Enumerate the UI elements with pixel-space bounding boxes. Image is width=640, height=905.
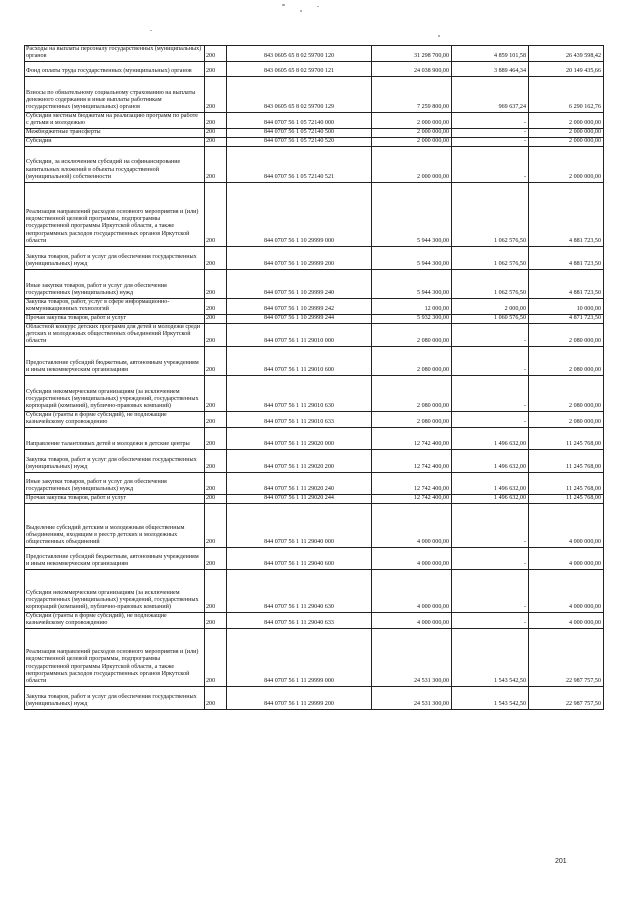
- row-classification-code: 843 0605 65 8 02 59700 129: [227, 77, 372, 113]
- row-name: Закупка товаров, работ и услуг для обеспечения государственных (муниципальных) нужд: [25, 450, 205, 473]
- row-executed-amount: 1 543 542,50: [452, 629, 529, 687]
- row-classification-code: 844 0707 56 1 11 29010 600: [227, 347, 372, 376]
- row-unexecuted-amount: 4 871 723,50: [529, 314, 604, 323]
- row-executed-amount: -: [452, 547, 529, 569]
- row-admin-code: 200: [205, 428, 227, 450]
- row-name: Закупка товаров, работ и услуг для обеспечения государственных (муниципальных) нужд: [25, 246, 205, 269]
- row-approved-amount: 4 000 000,00: [372, 569, 452, 612]
- row-unexecuted-amount: 4 881 723,50: [529, 269, 604, 298]
- row-executed-amount: 3 889 464,34: [452, 62, 529, 77]
- row-unexecuted-amount: 4 881 723,50: [529, 182, 604, 246]
- row-executed-amount: -: [452, 503, 529, 547]
- row-executed-amount: -: [452, 146, 529, 182]
- row-classification-code: 843 0605 65 8 02 59700 120: [227, 46, 372, 62]
- row-name: Субсидии (гранты в форме субсидий), не подлежащие казначейскому сопровождению: [25, 612, 205, 628]
- table-row: [25, 547, 604, 569]
- row-unexecuted-amount: 20 149 435,66: [529, 62, 604, 77]
- row-name: Выделение субсидий детским и молодежным общественным объединениям, входящим в реестр детских и молодежных общественных объединений: [25, 503, 205, 547]
- row-admin-code: 200: [205, 129, 227, 138]
- row-classification-code: 844 0707 56 1 10 29999 240: [227, 269, 372, 298]
- scan-speck: [317, 6, 319, 7]
- table-row: [25, 137, 604, 146]
- scan-speck: [282, 4, 285, 6]
- table-row: [25, 503, 604, 547]
- row-approved-amount: 12 000,00: [372, 298, 452, 314]
- row-name: Субсидии некоммерческим организациям (за исключением государственных (муниципальных) учреждений, государственных корпораций (компаний), публично-правовых компаний): [25, 376, 205, 412]
- row-admin-code: 200: [205, 687, 227, 710]
- row-approved-amount: 2 080 000,00: [372, 347, 452, 376]
- table-row: [25, 146, 604, 182]
- row-admin-code: 200: [205, 376, 227, 412]
- row-approved-amount: 24 038 900,00: [372, 62, 452, 77]
- row-executed-amount: -: [452, 347, 529, 376]
- table-row: [25, 323, 604, 346]
- row-admin-code: 200: [205, 246, 227, 269]
- row-executed-amount: 1 496 632,00: [452, 450, 529, 473]
- row-approved-amount: 2 000 000,00: [372, 146, 452, 182]
- table-row: [25, 473, 604, 495]
- row-executed-amount: -: [452, 137, 529, 146]
- table-row: [25, 412, 604, 428]
- row-unexecuted-amount: 6 290 162,76: [529, 77, 604, 113]
- row-approved-amount: 5 932 300,00: [372, 314, 452, 323]
- row-approved-amount: 5 944 300,00: [372, 246, 452, 269]
- row-admin-code: 200: [205, 612, 227, 628]
- row-approved-amount: 2 080 000,00: [372, 323, 452, 346]
- row-admin-code: 200: [205, 323, 227, 346]
- row-admin-code: 200: [205, 113, 227, 129]
- row-name: Иные закупки товаров, работ и услуг для обеспечения государственных (муниципальных) нужд: [25, 269, 205, 298]
- table-row: [25, 612, 604, 628]
- row-unexecuted-amount: 4 000 000,00: [529, 547, 604, 569]
- table-row: [25, 46, 604, 62]
- row-name: Предоставление субсидий бюджетным, автономным учреждениям и иным некоммерческим организациям: [25, 347, 205, 376]
- table-row: [25, 687, 604, 710]
- row-admin-code: 200: [205, 629, 227, 687]
- row-approved-amount: 5 944 300,00: [372, 269, 452, 298]
- row-classification-code: 844 0707 56 1 11 29020 244: [227, 495, 372, 504]
- row-unexecuted-amount: 2 000 000,00: [529, 137, 604, 146]
- row-name: Реализация направлений расходов основного мероприятия и (или) ведомственной целевой программы, подпрограммы государственной программы Иркутской области, а также непрограммных расходов государственных органов Иркутской области: [25, 182, 205, 246]
- table-row: [25, 246, 604, 269]
- row-classification-code: 844 0707 56 1 11 29040 630: [227, 569, 372, 612]
- table-row: [25, 376, 604, 412]
- scan-speck: [300, 10, 302, 12]
- row-name: Межбюджетные трансферты: [25, 129, 205, 138]
- table-row: [25, 450, 604, 473]
- page-number: 201: [555, 858, 567, 865]
- row-approved-amount: 7 259 800,00: [372, 77, 452, 113]
- row-admin-code: 200: [205, 347, 227, 376]
- row-classification-code: 844 0707 56 1 05 72140 521: [227, 146, 372, 182]
- row-name: Фонд оплаты труда государственных (муниципальных) органов: [25, 62, 205, 77]
- row-unexecuted-amount: 2 080 000,00: [529, 376, 604, 412]
- table-row: [25, 182, 604, 246]
- row-executed-amount: 2 000,00: [452, 298, 529, 314]
- row-executed-amount: -: [452, 612, 529, 628]
- row-unexecuted-amount: 2 080 000,00: [529, 323, 604, 346]
- row-executed-amount: 1 060 576,50: [452, 314, 529, 323]
- row-approved-amount: 2 000 000,00: [372, 137, 452, 146]
- row-name: Закупка товаров, работ и услуг для обеспечения государственных (муниципальных) нужд: [25, 687, 205, 710]
- table-row: [25, 269, 604, 298]
- row-admin-code: 200: [205, 182, 227, 246]
- row-unexecuted-amount: 4 000 000,00: [529, 503, 604, 547]
- row-executed-amount: 1 062 576,50: [452, 182, 529, 246]
- row-classification-code: 844 0707 56 1 11 29999 000: [227, 629, 372, 687]
- row-unexecuted-amount: 11 245 768,00: [529, 495, 604, 504]
- row-unexecuted-amount: 2 000 000,00: [529, 129, 604, 138]
- table-row: [25, 428, 604, 450]
- row-approved-amount: 2 080 000,00: [372, 412, 452, 428]
- row-classification-code: 844 0707 56 1 11 29010 000: [227, 323, 372, 346]
- row-admin-code: 200: [205, 412, 227, 428]
- row-classification-code: 844 0707 56 1 10 29999 242: [227, 298, 372, 314]
- row-classification-code: 844 0707 56 1 11 29010 630: [227, 376, 372, 412]
- row-executed-amount: 1 543 542,50: [452, 687, 529, 710]
- row-classification-code: 844 0707 56 1 11 29040 600: [227, 547, 372, 569]
- row-unexecuted-amount: 2 000 000,00: [529, 113, 604, 129]
- row-executed-amount: -: [452, 113, 529, 129]
- row-admin-code: 200: [205, 569, 227, 612]
- row-executed-amount: 969 637,24: [452, 77, 529, 113]
- row-approved-amount: 4 000 000,00: [372, 547, 452, 569]
- row-unexecuted-amount: 4 000 000,00: [529, 569, 604, 612]
- row-approved-amount: 12 742 400,00: [372, 450, 452, 473]
- row-classification-code: 844 0707 56 1 11 29040 633: [227, 612, 372, 628]
- row-approved-amount: 12 742 400,00: [372, 495, 452, 504]
- row-executed-amount: -: [452, 323, 529, 346]
- row-unexecuted-amount: 2 000 000,00: [529, 146, 604, 182]
- row-admin-code: 200: [205, 547, 227, 569]
- table-row: [25, 77, 604, 113]
- row-name: Иные закупки товаров, работ и услуг для обеспечения государственных (муниципальных) нужд: [25, 473, 205, 495]
- row-unexecuted-amount: 22 987 757,50: [529, 687, 604, 710]
- row-unexecuted-amount: 2 080 000,00: [529, 347, 604, 376]
- row-classification-code: 844 0707 56 1 11 29020 240: [227, 473, 372, 495]
- row-approved-amount: 24 531 300,00: [372, 629, 452, 687]
- row-executed-amount: -: [452, 376, 529, 412]
- row-approved-amount: 24 531 300,00: [372, 687, 452, 710]
- row-name: Областной конкурс детских программ для детей и молодежи среди детских и молодежных общественных объединений Иркутской области: [25, 323, 205, 346]
- table-row: [25, 113, 604, 129]
- row-name: Прочая закупка товаров, работ и услуг: [25, 314, 205, 323]
- row-executed-amount: -: [452, 569, 529, 612]
- row-admin-code: 200: [205, 503, 227, 547]
- row-classification-code: 844 0707 56 1 10 29999 000: [227, 182, 372, 246]
- row-name: Субсидии: [25, 137, 205, 146]
- row-approved-amount: 31 298 700,00: [372, 46, 452, 62]
- row-admin-code: 200: [205, 314, 227, 323]
- row-approved-amount: 2 000 000,00: [372, 129, 452, 138]
- budget-table: [24, 45, 604, 710]
- scan-speck: [150, 30, 152, 31]
- row-unexecuted-amount: 4 881 723,50: [529, 246, 604, 269]
- row-unexecuted-amount: 26 439 598,42: [529, 46, 604, 62]
- row-unexecuted-amount: 2 080 000,00: [529, 412, 604, 428]
- row-name: Субсидии, за исключением субсидий на софинансирование капитальных вложений в объекты государственной (муниципальной) собственности: [25, 146, 205, 182]
- row-admin-code: 200: [205, 269, 227, 298]
- row-executed-amount: 1 496 632,00: [452, 428, 529, 450]
- row-name: Направление талантливых детей и молодежи в детские центры: [25, 428, 205, 450]
- row-name: Субсидии (гранты в форме субсидий), не подлежащие казначейскому сопровождению: [25, 412, 205, 428]
- row-unexecuted-amount: 22 987 757,50: [529, 629, 604, 687]
- row-approved-amount: 2 080 000,00: [372, 376, 452, 412]
- row-approved-amount: 4 000 000,00: [372, 503, 452, 547]
- row-executed-amount: 1 062 576,50: [452, 269, 529, 298]
- table-row: [25, 314, 604, 323]
- row-unexecuted-amount: 10 000,00: [529, 298, 604, 314]
- row-executed-amount: -: [452, 412, 529, 428]
- row-classification-code: 844 0707 56 1 05 72140 000: [227, 113, 372, 129]
- row-classification-code: 844 0707 56 1 05 72140 520: [227, 137, 372, 146]
- row-admin-code: 200: [205, 298, 227, 314]
- row-approved-amount: 12 742 400,00: [372, 428, 452, 450]
- row-approved-amount: 5 944 300,00: [372, 182, 452, 246]
- row-executed-amount: 4 859 101,58: [452, 46, 529, 62]
- row-admin-code: 200: [205, 450, 227, 473]
- row-name: Реализация направлений расходов основного мероприятия и (или) ведомственной целевой программы, подпрограммы государственной программы Иркутской области, а также непрограммных расходов государственных органов Иркутской области: [25, 629, 205, 687]
- row-executed-amount: 1 496 632,00: [452, 495, 529, 504]
- row-unexecuted-amount: 11 245 768,00: [529, 450, 604, 473]
- row-admin-code: 200: [205, 473, 227, 495]
- row-classification-code: 843 0605 65 8 02 59700 121: [227, 62, 372, 77]
- row-unexecuted-amount: 11 245 768,00: [529, 428, 604, 450]
- table-row: [25, 129, 604, 138]
- row-admin-code: 200: [205, 46, 227, 62]
- row-name: Предоставление субсидий бюджетным, автономным учреждениям и иным некоммерческим организациям: [25, 547, 205, 569]
- row-name: Взносы по обязательному социальному страхованию на выплаты денежного содержания и иные выплаты работникам государственных (муниципальных) органов: [25, 77, 205, 113]
- budget-table-body: [25, 46, 604, 710]
- row-approved-amount: 12 742 400,00: [372, 473, 452, 495]
- row-classification-code: 844 0707 56 1 11 29020 200: [227, 450, 372, 473]
- row-classification-code: 844 0707 56 1 10 29999 244: [227, 314, 372, 323]
- row-unexecuted-amount: 4 000 000,00: [529, 612, 604, 628]
- row-name: Закупка товаров, работ, услуг в сфере информационно-коммуникационных технологий: [25, 298, 205, 314]
- scan-speck: [438, 35, 440, 37]
- row-approved-amount: 4 000 000,00: [372, 612, 452, 628]
- row-executed-amount: -: [452, 129, 529, 138]
- row-classification-code: 844 0707 56 1 11 29020 000: [227, 428, 372, 450]
- row-name: Прочая закупка товаров, работ и услуг: [25, 495, 205, 504]
- row-classification-code: 844 0707 56 1 11 29010 633: [227, 412, 372, 428]
- row-name: Субсидии местным бюджетам на реализацию программ по работе с детьми и молодежью: [25, 113, 205, 129]
- row-admin-code: 200: [205, 77, 227, 113]
- row-approved-amount: 2 000 000,00: [372, 113, 452, 129]
- row-classification-code: 844 0707 56 1 10 29999 200: [227, 246, 372, 269]
- row-admin-code: 200: [205, 146, 227, 182]
- table-row: [25, 62, 604, 77]
- row-classification-code: 844 0707 56 1 11 29040 000: [227, 503, 372, 547]
- row-executed-amount: 1 496 632,00: [452, 473, 529, 495]
- table-row: [25, 629, 604, 687]
- table-row: [25, 347, 604, 376]
- table-row: [25, 495, 604, 504]
- row-classification-code: 844 0707 56 1 11 29999 200: [227, 687, 372, 710]
- row-name: Субсидии некоммерческим организациям (за исключением государственных (муниципальных) учреждений, государственных корпораций (компаний), публично-правовых компаний): [25, 569, 205, 612]
- table-row: [25, 569, 604, 612]
- row-admin-code: 200: [205, 62, 227, 77]
- table-row: [25, 298, 604, 314]
- row-name: Расходы на выплаты персоналу государственных (муниципальных) органов: [25, 46, 205, 62]
- row-admin-code: 200: [205, 495, 227, 504]
- row-classification-code: 844 0707 56 1 05 72140 500: [227, 129, 372, 138]
- row-admin-code: 200: [205, 137, 227, 146]
- row-executed-amount: 1 062 576,50: [452, 246, 529, 269]
- row-unexecuted-amount: 11 245 768,00: [529, 473, 604, 495]
